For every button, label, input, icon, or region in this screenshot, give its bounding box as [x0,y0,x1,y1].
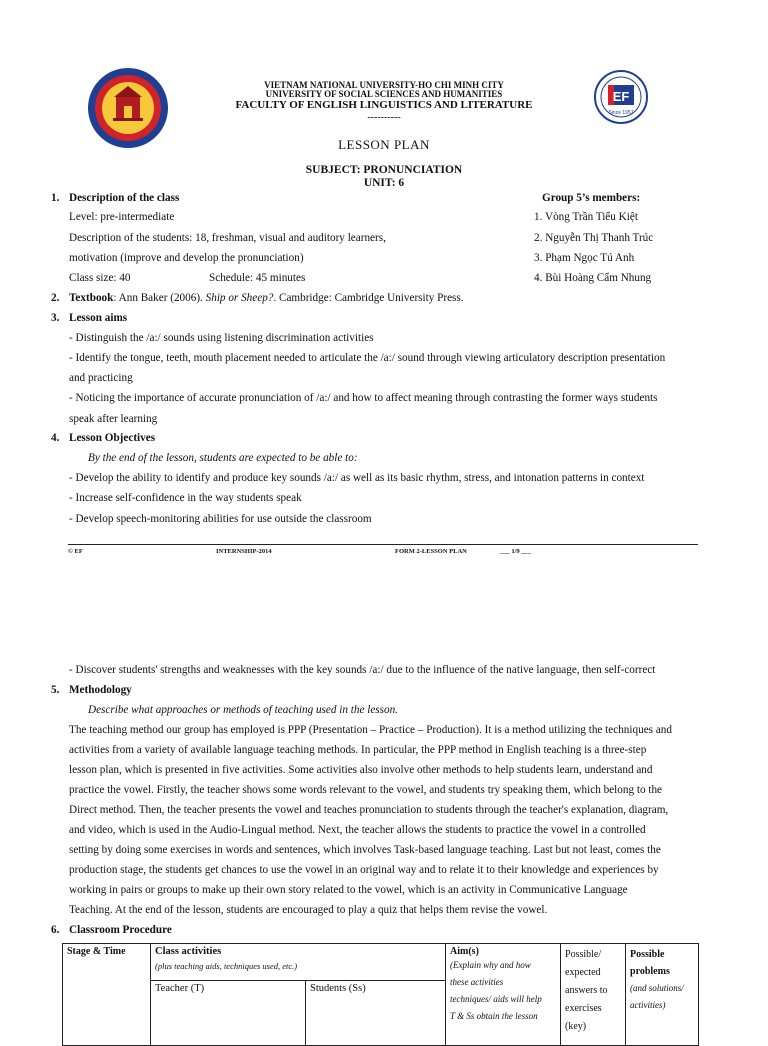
problems-heading-1: Possible [630,949,665,960]
classroom-procedure-table [62,943,699,1046]
aims-note-2: these activities [450,977,504,987]
answers-heading-5: (key) [565,1021,587,1032]
col-possible-answers [561,944,626,1046]
objective-line-3: - Develop speech-monitoring abilities for use outside the classroom [69,513,372,525]
footer-page-number: ___ 1/9 ___ [500,548,532,555]
answers-heading-4: exercises [565,1003,602,1014]
aim-line-4: - Noticing the importance of accurate pronunciation of /a:/ and how to affect meaning through contrasting the former ways students [69,392,658,404]
section-2-textbook [51,292,464,304]
section-4-title: Lesson Objectives [69,432,156,444]
col-aims [446,944,561,1046]
section-1-title: Description of the class [69,192,180,204]
textbook-author: : Ann Baker (2006). [113,292,206,304]
aim-line-1: - Distinguish the /a:/ sounds using listening discrimination activities [69,332,374,344]
subject-line: SUBJECT: PRONUNCIATION [305,164,463,176]
class-size: Class size: 40 [69,272,131,284]
problems-heading-2: problems [630,966,670,977]
methodology-line-4: practice the vowel. Firstly, the teacher shows some words relevant to the vowel, and students try speaking them, which belong to the [69,784,662,796]
class-schedule: Schedule: 45 minutes [209,272,306,284]
group-member-2: 2. Nguyễn Thị Thanh Trúc [534,232,654,244]
problems-note-1: (and solutions/ [630,983,684,993]
methodology-line-9: working in pairs or groups to make up their own story related to the vowel, which is an activity in Communicative Language [69,884,628,896]
section-1-number: 1. [51,192,60,204]
section-5-title: Methodology [69,684,132,696]
footer-internship: INTERNSHIP-2014 [216,548,272,555]
class-students-line-2: motivation (improve and develop the pronunciation) [69,252,304,264]
methodology-line-7: setting by doing some exercises in words and sentences, which involves Task-based language teaching. Last but not least, comes the [69,844,661,856]
textbook-publisher: . Cambridge: Cambridge University Press. [273,292,464,304]
col-class-activities [151,944,446,981]
col-students: Students (Ss) [306,981,446,1046]
section-3-heading [51,312,127,324]
section-2-number: 2. [51,292,60,304]
methodology-line-2: activities from a variety of available language teaching methods. In particular, the PPP method in English teaching is a three-step [69,744,647,756]
class-level: Level: pre-intermediate [69,211,175,223]
section-3-title: Lesson aims [69,312,128,324]
col-possible-problems [626,944,699,1046]
section-2-title: Textbook [69,292,114,304]
objectives-intro: By the end of the lesson, students are expected to be able to: [88,452,358,464]
faculty-name: FACULTY OF ENGLISH LINGUISTICS AND LITERATURE [235,99,533,111]
section-4-heading [51,432,155,444]
section-4-number: 4. [51,432,60,444]
aims-note-3: techniques/ aids will help [450,994,542,1004]
class-activities-note: (plus teaching aids, techniques used, etc.) [155,961,298,971]
section-6-title: Classroom Procedure [69,924,172,936]
answers-heading-3: answers to [565,985,608,996]
methodology-line-1: The teaching method our group has employed is PPP (Presentation – Practice – Production). It is a method utilizing the techniques and [69,724,672,736]
textbook-title: Ship or Sheep? [205,292,274,304]
group-members-heading: Group 5’s members: [542,192,641,204]
methodology-line-3: lesson plan, which is presented in five activities. Some activities also involve other methods to help students learn, understand and [69,764,653,776]
aims-note-1: (Explain why and how [450,960,531,970]
objective-line-4: - Discover students' strengths and weaknesses with the key sounds /a:/ due to the influence of the native language, then self-correct [69,664,656,676]
footer-form: FORM 2-LESSON PLAN [395,548,467,555]
answers-heading-2: expected [565,967,601,978]
problems-note-2: activities) [630,1000,666,1010]
methodology-line-6: and video, which is used in the Audio-Lingual method. Next, the teacher allows the students to practice the vowel in a controlled [69,824,646,836]
section-6-heading [51,924,172,936]
section-5-number: 5. [51,684,60,696]
class-activities-heading: Class activities [155,946,222,957]
class-students-line-1: Description of the students: 18, freshman, visual and auditory learners, [69,232,386,244]
aims-note-4: T & Ss obtain the lesson [450,1011,538,1021]
ef-logo-since: Since 1957 [608,110,634,116]
aims-heading: Aim(s) [450,946,479,957]
answers-heading-1: Possible/ [565,949,602,960]
col-stage-time: Stage & Time [63,944,151,1046]
header-rule: ---------- [367,112,401,123]
school-name: UNIVERSITY OF SOCIAL SCIENCES AND HUMANITIES [265,89,503,99]
aim-line-3: and practicing [69,372,133,384]
section-3-number: 3. [51,312,60,324]
ef-logo-lettering: EF [612,89,630,104]
col-teacher: Teacher (T) [151,981,306,1046]
objective-line-2: - Increase self-confidence in the way students speak [69,492,302,504]
university-name: VIETNAM NATIONAL UNIVERSITY-HO CHI MINH CITY [264,80,504,90]
methodology-line-8: production stage, the students get chances to use the vowel in an original way and to relate it to their knowledge and experiences by [69,864,659,876]
section-5-heading [51,684,132,696]
unit-line: UNIT: 6 [363,177,405,189]
methodology-line-10: Teaching. At the end of the lesson, students are encouraged to play a quiz that helps them revise the vowel. [69,904,548,916]
methodology-prompt: Describe what approaches or methods of teaching used in the lesson. [88,704,398,716]
section-1-heading [51,192,179,204]
group-member-3: 3. Phạm Ngọc Tú Anh [534,252,635,264]
objective-line-1: - Develop the ability to identify and produce key sounds /a:/ as well as its basic rhythm, stress, and intonation patterns in context [69,472,645,484]
aim-line-2: - Identify the tongue, teeth, mouth placement needed to articulate the /a:/ sound through viewing articulatory description presentation [69,352,666,364]
footer-copyright: © EF [68,548,83,555]
lesson-plan-title: LESSON PLAN [338,137,430,152]
methodology-line-5: Direct method. Then, the teacher presents the vowel and teaches pronunciation to students through the teacher's explanation, diagram, [69,804,669,816]
section-6-number: 6. [51,924,60,936]
group-member-1: 1. Vòng Trần Tiểu Kiệt [534,211,638,223]
aim-line-5: speak after learning [69,413,158,425]
footer-divider [68,544,698,545]
group-member-4: 4. Bùi Hoàng Cẩm Nhung [534,272,652,284]
